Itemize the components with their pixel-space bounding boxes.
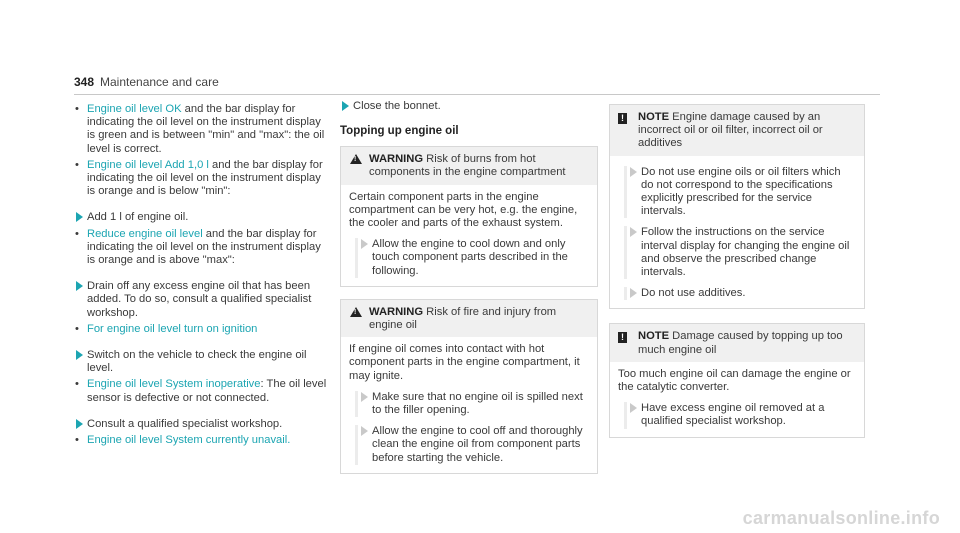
note-title: Engine damage caused by an incorrect oil or oil filter, incorrect oil or additives xyxy=(638,111,823,150)
column-2 xyxy=(340,100,598,484)
section-heading: Topping up engine oil xyxy=(340,125,459,138)
note-title: Damage caused by topping up too much engine oil xyxy=(638,330,843,356)
list-item xyxy=(74,378,329,404)
arrow-right-icon xyxy=(630,227,637,237)
bullet-dot: • xyxy=(75,103,79,115)
warning-box xyxy=(340,299,598,474)
display-message: Engine oil level System currently unavail. xyxy=(87,434,291,447)
arrow-right-icon xyxy=(361,392,368,402)
warning-body xyxy=(341,337,597,473)
note-label: NOTE xyxy=(638,330,670,343)
warning-triangle-icon xyxy=(350,154,362,164)
arrow-right-icon xyxy=(76,212,83,222)
note-text: Too much engine oil can damage the engine or the catalytic converter. xyxy=(618,367,851,394)
step-text: Switch on the vehicle to check the engine oil level. xyxy=(87,349,307,375)
exclamation-square-icon: ! xyxy=(618,332,627,343)
warning-text: If engine oil comes into contact with hot component parts in the engine compartment, it may ignite. xyxy=(349,343,580,382)
display-message: Engine oil level Add 1,0 l xyxy=(87,158,209,171)
list-item-text: and the bar display for indicating the oil level on the instrument display is green and is between "min" and "max": the oil level is correct. xyxy=(87,103,325,155)
arrow-right-icon xyxy=(342,101,349,111)
warning-box xyxy=(340,146,598,287)
note-header xyxy=(610,105,864,156)
list-item xyxy=(74,103,329,156)
column-3 xyxy=(609,100,865,448)
warning-title: Risk of burns from hot components in the engine compartment xyxy=(369,153,566,179)
note-step xyxy=(624,226,856,279)
bullet-dot: • xyxy=(75,434,79,447)
note-box xyxy=(609,104,865,309)
list-item xyxy=(74,323,329,336)
warning-text: Certain component parts in the engine compartment can be very hot, e.g. the engine, the cooler and parts of the exhaust system. xyxy=(349,190,578,230)
instruction-step xyxy=(74,349,329,375)
step-text: Have excess engine oil removed at a qualified specialist workshop. xyxy=(641,402,825,428)
arrow-right-icon xyxy=(361,426,368,436)
step-text: Do not use additives. xyxy=(641,287,746,300)
list-item-text: : The oil level sensor is defective or not connected. xyxy=(87,378,327,404)
warning-triangle-icon xyxy=(350,307,362,317)
step-text: Close the bonnet. xyxy=(353,100,441,112)
warning-step xyxy=(355,391,589,417)
note-body xyxy=(610,156,864,309)
instruction-step xyxy=(340,100,598,113)
note-step xyxy=(624,402,856,428)
display-message: Engine oil level OK xyxy=(87,103,182,115)
warning-title: Risk of fire and injury from engine oil xyxy=(369,305,557,332)
instruction-step xyxy=(74,280,329,320)
step-text: Follow the instructions on the service interval display for changing the engine oil and observe the prescribed change intervals. xyxy=(641,226,850,279)
note-step xyxy=(624,166,856,219)
step-text: Allow the engine to cool down and only touch component parts described in the following. xyxy=(372,238,568,277)
warning-step xyxy=(355,425,589,465)
list-item xyxy=(74,434,329,447)
step-text: Make sure that no engine oil is spilled next to the filler opening. xyxy=(372,390,583,417)
arrow-right-icon xyxy=(361,239,368,249)
list-item-text: and the bar display for indicating the oil level on the instrument display is orange and is above "max": xyxy=(87,227,321,267)
step-text: Do not use engine oils or oil filters which do not correspond to the specifications explicitly prescribed for the service intervals. xyxy=(641,165,841,218)
arrow-right-icon xyxy=(76,419,83,429)
exclamation-square-icon: ! xyxy=(618,113,627,124)
step-text: Add 1 l of engine oil. xyxy=(87,211,189,224)
bullet-dot: • xyxy=(75,378,79,391)
arrow-right-icon xyxy=(630,288,637,298)
warning-header xyxy=(341,147,597,184)
note-box xyxy=(609,323,865,437)
warning-header xyxy=(341,300,597,337)
list-item xyxy=(74,159,329,199)
warning-label: WARNING xyxy=(369,153,424,166)
step-text: Drain off any excess engine oil that has been added. To do so, consult a qualified specialist workshop. xyxy=(87,280,312,319)
page-number: 348 xyxy=(74,75,95,89)
instruction-step xyxy=(74,211,329,224)
warning-label: WARNING xyxy=(369,305,424,318)
display-message: Reduce engine oil level xyxy=(87,227,203,240)
note-header xyxy=(610,324,864,361)
instruction-step xyxy=(74,418,329,431)
display-message: Engine oil level System inoperative xyxy=(87,378,261,391)
note-body xyxy=(610,362,864,437)
note-step xyxy=(624,287,856,300)
list-item-text: and the bar display for indicating the oil level on the instrument display is orange and is below "min": xyxy=(87,158,323,198)
bullet-dot: • xyxy=(75,227,79,240)
arrow-right-icon xyxy=(76,281,83,291)
arrow-right-icon xyxy=(630,167,637,177)
note-label: NOTE xyxy=(638,111,670,123)
section-title: Maintenance and care xyxy=(100,75,219,89)
bullet-dot: • xyxy=(75,158,79,171)
column-1 xyxy=(74,100,329,447)
warning-step xyxy=(355,238,589,278)
watermark: carmanualsonline.info xyxy=(742,508,940,528)
step-text: Allow the engine to cool off and thoroughly clean the engine oil from component parts before starting the vehicle. xyxy=(372,425,583,464)
page-header xyxy=(74,73,880,95)
list-item xyxy=(74,228,329,268)
display-message: For engine oil level turn on ignition xyxy=(87,322,258,335)
arrow-right-icon xyxy=(630,403,637,413)
step-text: Consult a qualified specialist workshop. xyxy=(87,417,283,430)
warning-body xyxy=(341,185,597,286)
bullet-dot: • xyxy=(75,322,79,335)
arrow-right-icon xyxy=(76,350,83,360)
